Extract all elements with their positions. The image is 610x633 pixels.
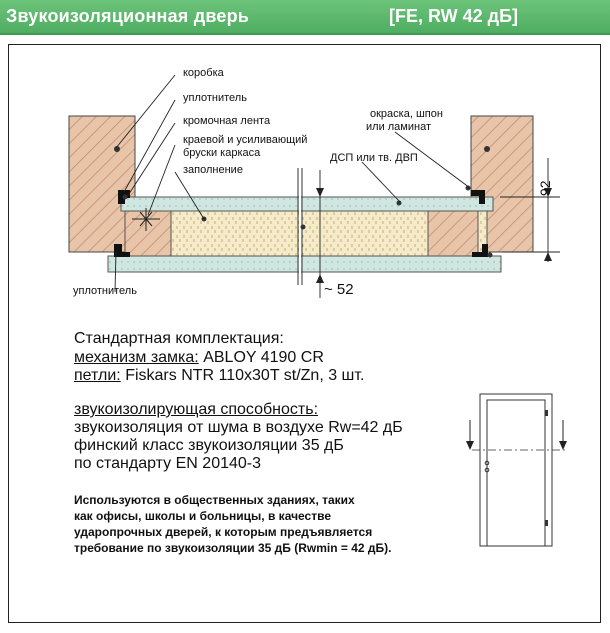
- spec-hinges-value: Fiskars NTR 110x30T st/Zn, 3 шт.: [125, 367, 365, 384]
- sound-line-3: по стандарту EN 20140-3: [74, 455, 262, 472]
- door-elevation-leaf: [487, 400, 545, 546]
- label-seal-top: уплотнитель: [183, 92, 247, 104]
- note-line-1: Используются в общественных зданиях, таких: [74, 493, 355, 507]
- spec-lock: [74, 349, 324, 367]
- bottom-board: [108, 256, 501, 272]
- product-code: [FE, RW 42 дБ]: [389, 6, 519, 26]
- right-frame-bar: [428, 211, 478, 256]
- spec-lock-value: ABLOY 4190 CR: [203, 349, 324, 366]
- note-line-3: ударопрочных дверей, к которым предъявляется: [74, 525, 373, 539]
- spec-hinges-label: петли:: [74, 367, 121, 384]
- label-filling: заполнение: [183, 164, 243, 176]
- left-frame-bar: [125, 211, 171, 256]
- door-elevation-frame: [480, 394, 552, 546]
- note-line-2: как офисы, школы и больницы, в качестве: [74, 509, 331, 523]
- label-paint-2: или ламинат: [366, 121, 431, 133]
- page-title: Звукоизоляционная дверь: [6, 6, 250, 26]
- dimension-92: 92: [537, 180, 553, 196]
- label-box: коробка: [183, 67, 224, 79]
- label-frame-bars-2: бруски каркаса: [183, 147, 261, 159]
- label-seal-bottom: уплотнитель: [73, 285, 137, 297]
- label-paint-1: окраска, шпон: [370, 108, 443, 120]
- spec-heading: Стандартная комплектация:: [74, 330, 284, 347]
- label-edge-tape: кромочная лента: [183, 115, 271, 127]
- spec-hinges: [74, 367, 364, 385]
- note-line-4: требование по звукоизоляции 35 дБ (Rwmin = 42 дБ).: [74, 541, 392, 555]
- sound-heading: звукоизолирующая способность:: [74, 401, 319, 418]
- sound-line-1: звукоизоляция от шума в воздухе Rw=42 дБ: [74, 419, 403, 436]
- sound-line-2: финский класс звукоизоляции 35 дБ: [74, 437, 344, 454]
- label-board: ДСП или тв. ДВП: [330, 152, 418, 164]
- dimension-52: ~ 52: [324, 281, 354, 298]
- spec-lock-label: механизм замка:: [74, 349, 199, 366]
- label-frame-bars-1: краевой и усиливающий: [183, 134, 308, 146]
- top-board: [121, 197, 493, 211]
